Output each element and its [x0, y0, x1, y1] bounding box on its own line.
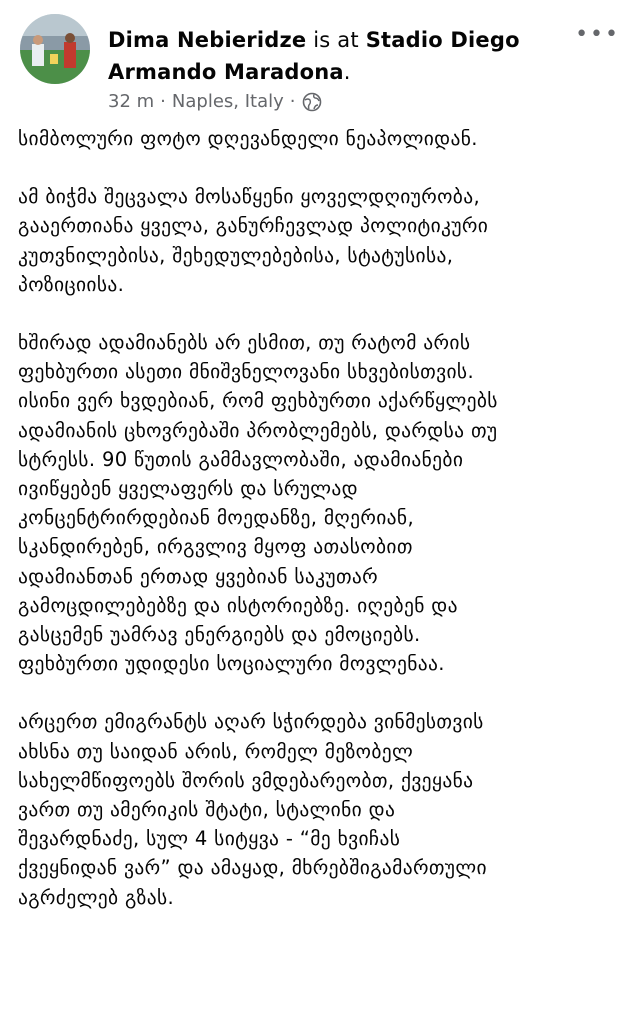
checkin-place-line2[interactable]: Armando Maradona [108, 60, 344, 84]
post-text-line: სიმბოლური ფოტო დღევანდელი ნეაპოლიდან. [18, 127, 478, 150]
meta-separator: · [289, 91, 296, 112]
avatar-photo [20, 14, 90, 84]
post-text-line: ადამიანთან ერთად ყვებიან საკუთარ [18, 564, 379, 588]
post-text-line: ფეხბურთი უდიდესი სოციალური მოვლენაა. [18, 652, 445, 676]
post-text-line: ახსნა თუ საიდან არის, რომელ მეზობელ [18, 739, 414, 763]
meta-separator: · [160, 91, 166, 112]
post-paragraph [18, 707, 622, 911]
post-paragraph [18, 328, 622, 678]
checkin-place-line1[interactable]: Stadio Diego [365, 28, 520, 52]
post-paragraph [18, 124, 622, 153]
checkin-text: is at [313, 28, 359, 52]
post-text-line: ივიწყებენ ყველაფერს და სრულად [18, 477, 358, 501]
post-text-line: შევარდნაძე, სულ 4 სიტყვა - “მე ხვიჩას [18, 827, 401, 851]
author-line [108, 24, 568, 88]
post-text-line: ქვეყნიდან ვარ” და ამაყად, მხრებშიგამართული [18, 856, 487, 880]
post-location[interactable]: Naples, Italy [171, 91, 284, 112]
post-text-line: კუთვნილებისა, შეხედულებებისა, სტატუსისა, [18, 243, 454, 267]
post-text-line: სახელმწიფოებს შორის ვმდებარეობთ, ქვეყანა [18, 768, 474, 792]
post-header [0, 0, 634, 122]
post-meta [108, 90, 322, 114]
post-text-line: ადამიანის ცხოვრებაში პრობლემებს, დარდსა თუ [18, 418, 498, 442]
profile-avatar[interactable] [20, 14, 90, 84]
post-text-line: გასცემენ უამრავ ენერგიებს და ემოციებს. [18, 623, 421, 647]
post-text-line: სტრესს. 90 წუთის გამმავლობაში, ადამიანები [18, 447, 464, 471]
post-text-line: ამ ბიჭმა შეცვალა მოსაწყენი ყოველდღიურობა, [18, 185, 481, 209]
author-name[interactable]: Dima Nebieridze [108, 28, 307, 52]
post-text-line: გააერთიანა ყველა, განურჩევლად პოლიტიკური [18, 214, 489, 238]
post-text [18, 124, 622, 941]
post-text-line: ისინი ვერ ხვდებიან, რომ ფეხბურთი აქარწყლებს [18, 389, 498, 413]
post-text-line: აგრძელებ გზას. [18, 885, 175, 909]
post-text-line: კონცენტრირდებიან მოედანზე, მღერიან, [18, 506, 415, 530]
post-text-line: სკანდირებენ, ირგვლივ მყოფ ათასობით [18, 535, 413, 559]
author-line-period: . [343, 60, 351, 84]
more-options-icon[interactable]: ••• [575, 22, 620, 47]
post-text-line: არცერთ ემიგრანტს აღარ სჭირდება ვინმესთვის [18, 710, 484, 734]
post-text-line: ფეხბურთი ასეთი მნიშვნელოვანი სხვებისთვის. [18, 360, 474, 384]
post-text-line: ხშირად ადამიანებს არ ესმით, თუ რატომ არის [18, 331, 471, 355]
post-paragraph [18, 182, 622, 299]
post-text-line: პოზიციისა. [18, 272, 125, 296]
post-text-line: ვართ თუ ამერიკის შტატი, სტალინი და [18, 798, 396, 822]
globe-icon[interactable] [302, 92, 322, 112]
post-text-line: გამოცდილებებზე და ისტორიებზე. იღებენ და [18, 593, 458, 617]
post-time[interactable]: 32 m [108, 91, 155, 112]
